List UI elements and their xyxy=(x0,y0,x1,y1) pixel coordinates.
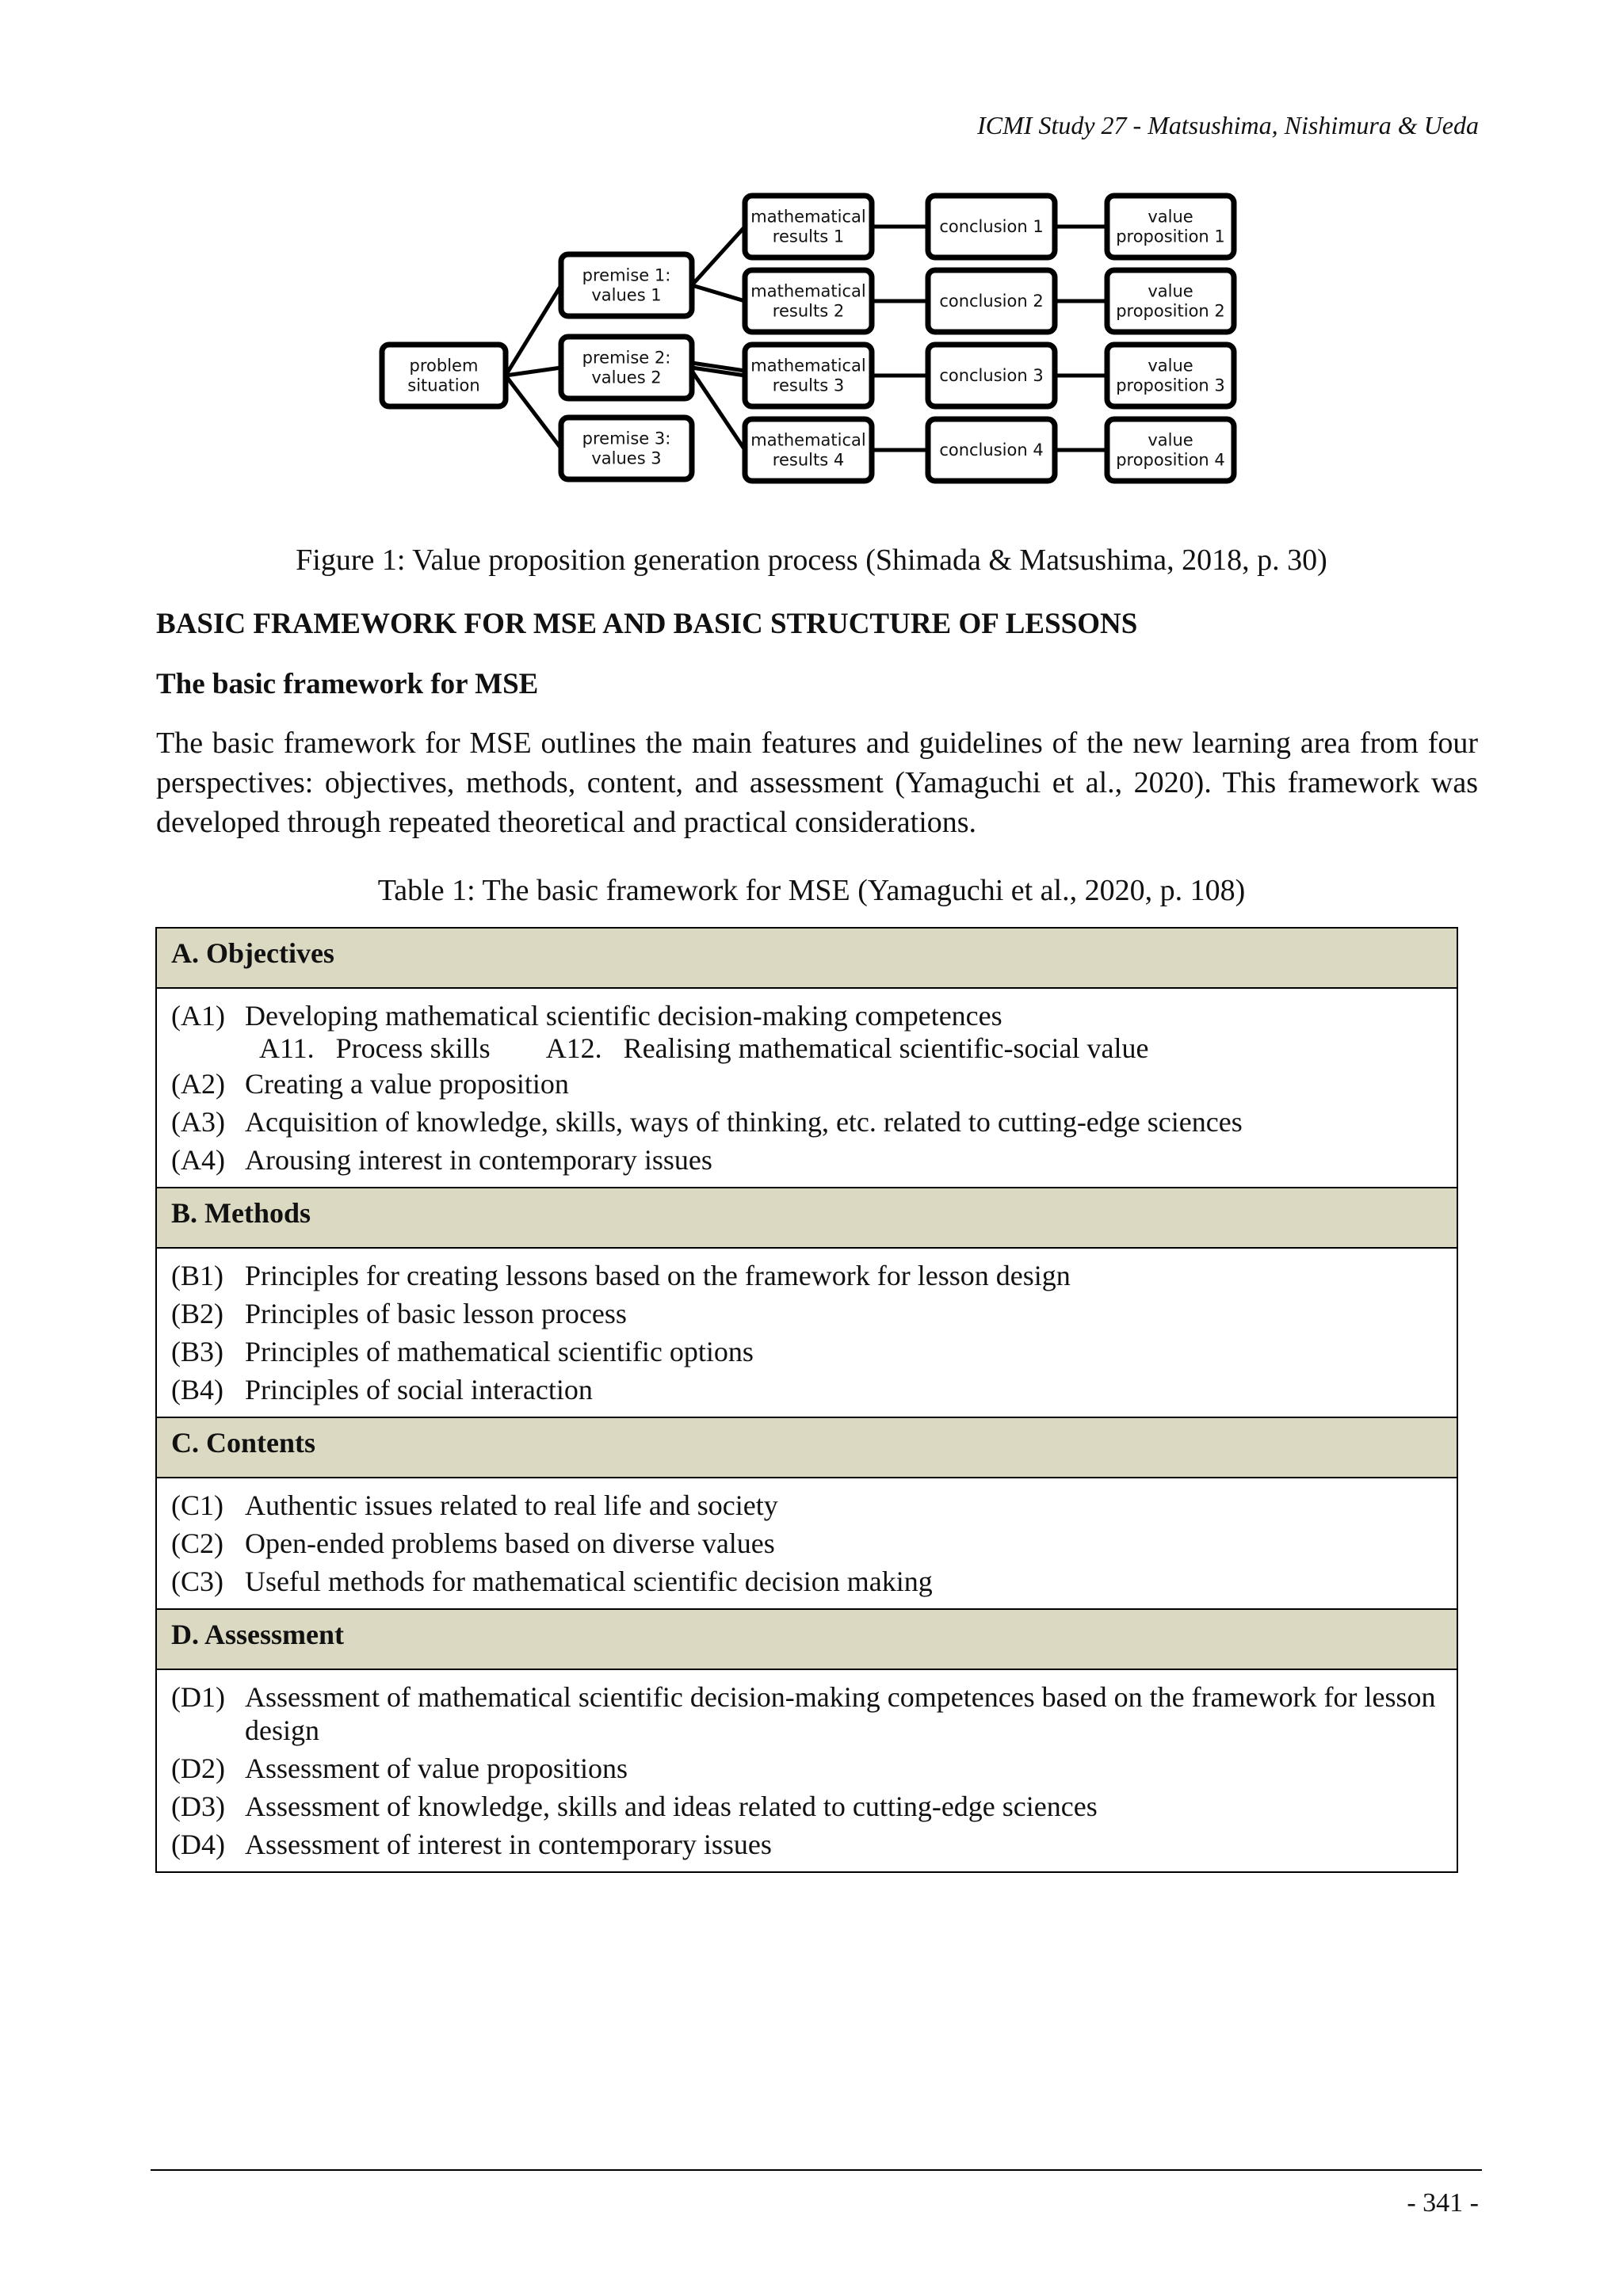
row-code: (C3) xyxy=(171,1566,223,1597)
table-section-body xyxy=(157,989,1457,1188)
row-code: (B4) xyxy=(171,1374,223,1405)
row-text: Developing mathematical scientific decision-making competences xyxy=(245,1000,1002,1032)
proposition-box xyxy=(1107,345,1234,406)
result-box xyxy=(745,270,872,332)
row-text: Assessment of interest in contemporary issues xyxy=(245,1829,772,1860)
proposition-box-label: proposition 2 xyxy=(1116,301,1225,321)
row-text: Arousing interest in contemporary issues xyxy=(245,1144,712,1176)
premise-box-label: values 1 xyxy=(591,285,662,305)
proposition-box-label: proposition 4 xyxy=(1116,450,1225,470)
conclusion-box-label: conclusion 1 xyxy=(939,217,1044,236)
table-row xyxy=(157,1825,1457,1863)
table-row xyxy=(157,1295,1457,1333)
table-section-header: C. Contents xyxy=(157,1418,1457,1478)
result-box-label: results 2 xyxy=(772,301,845,321)
result-box xyxy=(745,196,872,257)
row-code: (C1) xyxy=(171,1489,223,1521)
row-code: (D3) xyxy=(171,1791,225,1822)
premise-box-label: premise 3: xyxy=(582,429,671,448)
proposition-box-label: value xyxy=(1148,281,1193,301)
table-section-header: B. Methods xyxy=(157,1188,1457,1249)
row-text: Authentic issues related to real life and society xyxy=(245,1489,778,1521)
premise-box-label: premise 2: xyxy=(582,348,671,368)
table-row xyxy=(157,1141,1457,1179)
conclusion-box-label: conclusion 3 xyxy=(939,366,1044,385)
table-row xyxy=(157,1524,1457,1562)
row-code: (C2) xyxy=(171,1527,223,1559)
connector-line xyxy=(506,368,561,376)
result-box-label: mathematical xyxy=(750,430,866,450)
problem-situation-box xyxy=(382,345,506,406)
conclusion-box-label: conclusion 2 xyxy=(939,292,1044,311)
proposition-box-label: proposition 3 xyxy=(1116,376,1225,395)
table-row xyxy=(157,997,1457,1035)
table-row xyxy=(157,1333,1457,1371)
conclusion-box xyxy=(928,345,1055,406)
proposition-box xyxy=(1107,270,1234,332)
problem-situation-box-label: problem xyxy=(409,356,479,376)
conclusion-box xyxy=(928,419,1055,481)
table-row xyxy=(157,1787,1457,1825)
problem-situation-box-label: situation xyxy=(407,376,480,395)
result-box-label: results 3 xyxy=(772,376,845,395)
connector-line xyxy=(506,376,561,448)
row-code: (B2) xyxy=(171,1298,223,1329)
conclusion-box xyxy=(928,196,1055,257)
section-heading: BASIC FRAMEWORK FOR MSE AND BASIC STRUCTURE OF LESSONS xyxy=(156,608,1138,640)
table-section-body xyxy=(157,1670,1457,1871)
table-row xyxy=(157,1562,1457,1600)
value-proposition-flow-diagram xyxy=(372,186,1268,503)
table-caption: Table 1: The basic framework for MSE (Yamaguchi et al., 2020, p. 108) xyxy=(377,874,1246,907)
row-code: (D4) xyxy=(171,1829,225,1860)
row-text: Assessment of mathematical scientific decision-making competences based on the framework for lesson design xyxy=(245,1681,1436,1746)
proposition-box-label: value xyxy=(1148,356,1193,376)
premise-box xyxy=(561,254,692,316)
result-box-label: mathematical xyxy=(750,207,866,227)
table-row xyxy=(157,1371,1457,1409)
connector-line xyxy=(692,371,745,450)
row-text: Creating a value proposition xyxy=(245,1068,569,1100)
row-code: (A3) xyxy=(171,1106,225,1138)
running-header: ICMI Study 27 - Matsushima, Nishimura & Ueda xyxy=(977,111,1479,139)
table-section-body xyxy=(157,1249,1457,1418)
row-code: (B1) xyxy=(171,1260,223,1291)
row-text: Acquisition of knowledge, skills, ways of thinking, etc. related to cutting-edge sciences xyxy=(245,1106,1243,1138)
row-text: Open-ended problems based on diverse values xyxy=(245,1527,775,1559)
conclusion-box-label: conclusion 4 xyxy=(939,441,1044,460)
table-row xyxy=(157,1257,1457,1295)
footer-rule xyxy=(151,2169,1482,2171)
page-number: - 341 - xyxy=(1407,2188,1479,2218)
result-box-label: mathematical xyxy=(750,281,866,301)
result-box-label: results 1 xyxy=(772,227,845,246)
row-code: (D1) xyxy=(171,1681,225,1713)
proposition-box-label: proposition 1 xyxy=(1116,227,1225,246)
framework-table xyxy=(155,927,1458,1873)
row-text: Principles for creating lessons based on the framework for lesson design xyxy=(245,1260,1071,1291)
proposition-box xyxy=(1107,196,1234,257)
row-text: Assessment of knowledge, skills and ideas related to cutting-edge sciences xyxy=(245,1791,1098,1822)
premise-box xyxy=(561,418,692,479)
premise-box-label: values 2 xyxy=(591,368,662,387)
row-text: Assessment of value propositions xyxy=(245,1753,628,1784)
table-section-header: A. Objectives xyxy=(157,929,1457,989)
proposition-box-label: value xyxy=(1148,430,1193,450)
connector-line xyxy=(692,227,745,285)
table-row xyxy=(157,1678,1457,1749)
figure-caption: Figure 1: Value proposition generation process (Shimada & Matsushima, 2018, p. 30) xyxy=(296,543,1327,577)
proposition-box-label: value xyxy=(1148,207,1193,227)
row-code: (A1) xyxy=(171,1000,225,1032)
proposition-box xyxy=(1107,419,1234,481)
row-code: (D2) xyxy=(171,1753,225,1784)
row-code: (A2) xyxy=(171,1068,225,1100)
row-code: (B3) xyxy=(171,1336,223,1367)
connector-line xyxy=(692,285,745,301)
result-box xyxy=(745,419,872,481)
table-row xyxy=(157,1749,1457,1787)
premise-box-label: values 3 xyxy=(591,448,662,468)
result-box-label: results 4 xyxy=(772,450,845,470)
row-text: Principles of social interaction xyxy=(245,1374,593,1405)
premise-box xyxy=(561,337,692,399)
result-box xyxy=(745,345,872,406)
result-box-label: mathematical xyxy=(750,356,866,376)
subsection-heading: The basic framework for MSE xyxy=(156,668,539,700)
row-text: Principles of basic lesson process xyxy=(245,1298,627,1329)
conclusion-box xyxy=(928,270,1055,332)
table-row xyxy=(157,1486,1457,1524)
row-code: (A4) xyxy=(171,1144,225,1176)
body-paragraph: The basic framework for MSE outlines the main features and guidelines of the new learning area from four perspectives: objectives, methods, content, and assessment (Yamaguchi et al., 2020). This framework was developed through repeated theoretical and practical considerations. xyxy=(156,727,1478,839)
row-text: Useful methods for mathematical scientific decision making xyxy=(245,1566,933,1597)
row-subitems xyxy=(157,1032,1457,1065)
table-section-header: D. Assessment xyxy=(157,1610,1457,1670)
subitem: A12. Realising mathematical scientific-social value xyxy=(545,1032,1149,1064)
table-row xyxy=(157,1103,1457,1141)
premise-box-label: premise 1: xyxy=(582,265,671,285)
row-text: Principles of mathematical scientific options xyxy=(245,1336,754,1367)
table-section-body xyxy=(157,1478,1457,1610)
connector-line xyxy=(506,285,561,376)
table-row xyxy=(157,1065,1457,1103)
subitem: A11. Process skills xyxy=(259,1032,491,1064)
